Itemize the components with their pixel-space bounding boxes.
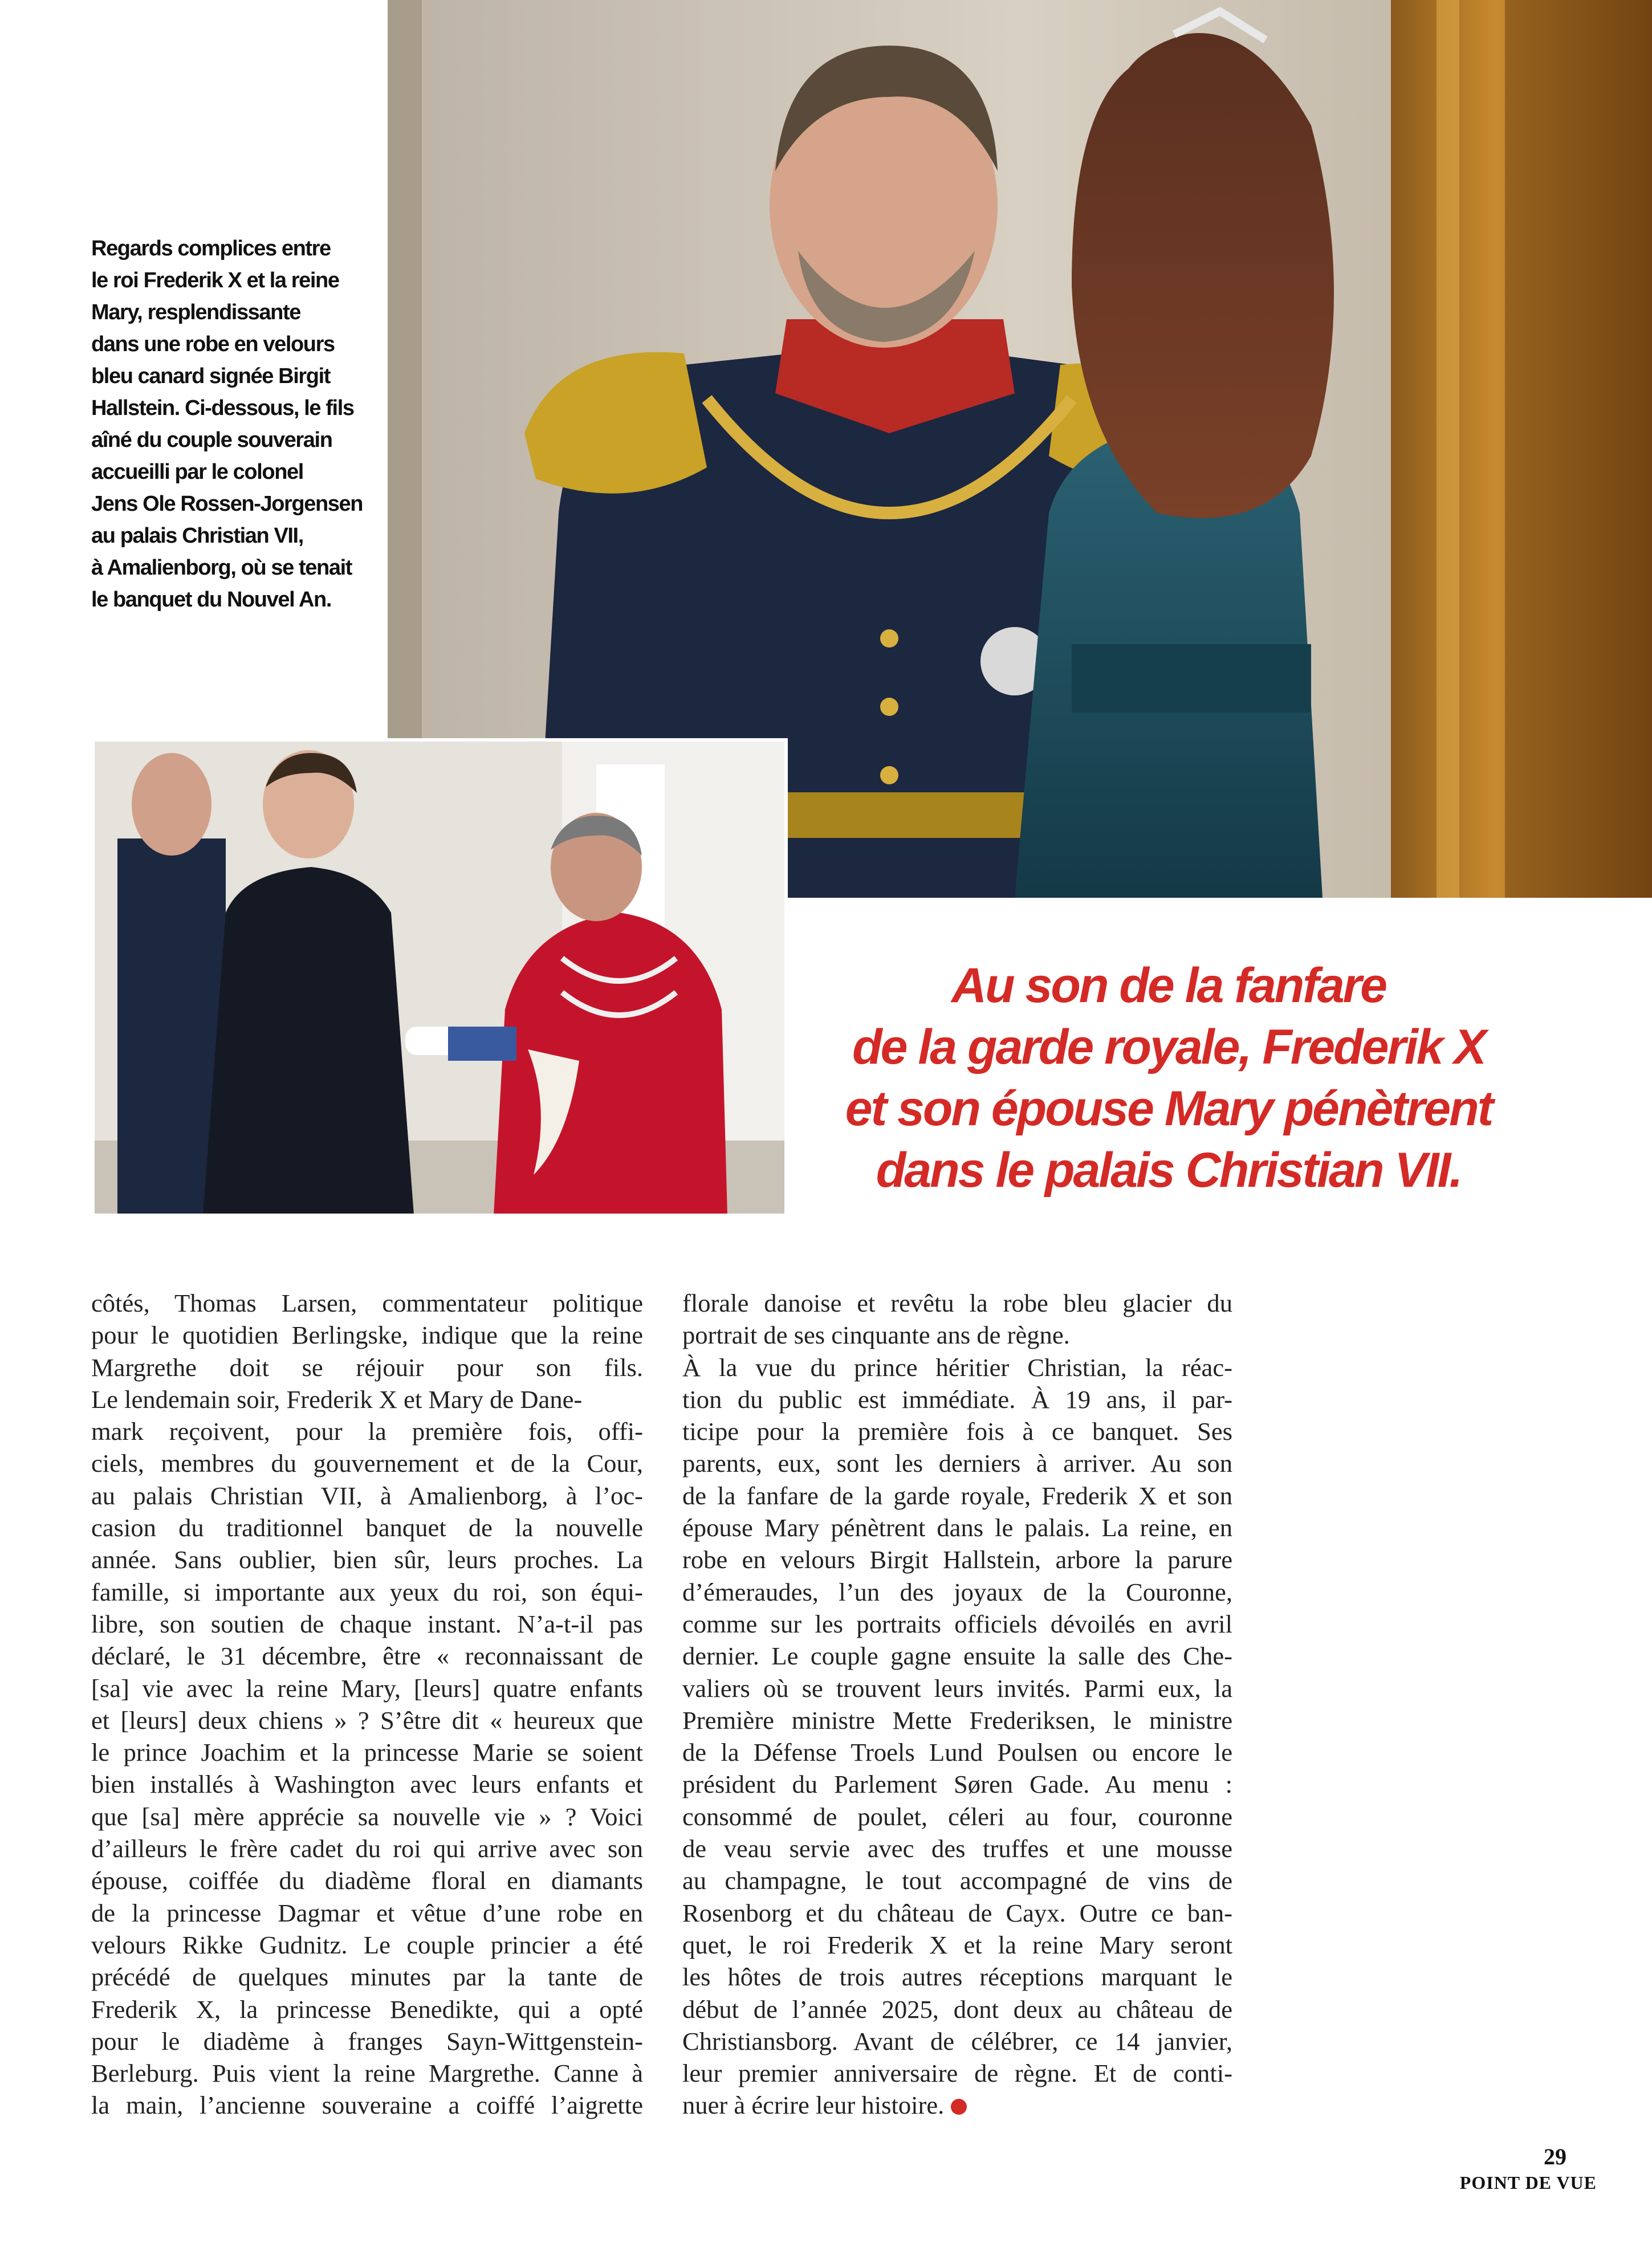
caption-line: dans une robe en velours <box>91 332 335 356</box>
article-line: bien installés à Washington avec leurs enfants et <box>91 1770 643 1799</box>
pull-quote-line: dans le palais Christian VII. <box>876 1143 1462 1198</box>
article-line: leur premier anniversaire de règne. Et de conti- <box>682 2059 1232 2088</box>
article-line: Rosenborg et du château de Cayx. Outre ce ban- <box>682 1898 1232 1927</box>
inset-photo-crown-prince <box>91 738 788 1217</box>
caption-line: le banquet du Nouvel An. <box>91 588 332 612</box>
caption-line: Jens Ole Rossen-Jorgensen <box>91 492 363 516</box>
article-line: au palais Christian VII, à Amalienborg, à l’oc- <box>91 1481 643 1510</box>
article-line: comme sur les portraits officiels dévoilés en avril <box>682 1609 1232 1638</box>
article-line: le prince Joachim et la princesse Marie se soient <box>91 1738 643 1767</box>
article-line: robe en velours Birgit Hallstein, arbore la parure <box>682 1545 1232 1574</box>
article-line: la main, l’ancienne souveraine a coiffé l’aigrette <box>91 2091 643 2120</box>
article-line: de veau servie avec des truffes et une mousse <box>682 1834 1232 1863</box>
caption-line: au palais Christian VII, <box>91 524 303 548</box>
article-line: nuer à écrire leur histoire. <box>682 2091 945 2120</box>
article-line: valiers où se trouvent leurs invités. Parmi eux, la <box>682 1674 1232 1703</box>
article-line: casion du traditionnel banquet de la nouvelle <box>91 1513 643 1542</box>
caption-line: accueilli par le colonel <box>91 460 303 484</box>
article-line: de la fanfare de la garde royale, Frederik X et son <box>682 1481 1232 1510</box>
article-line: précédé de quelques minutes par la tante de <box>91 1963 643 1992</box>
photo-caption <box>91 233 371 616</box>
caption-line: Hallstein. Ci-dessous, le fils <box>91 396 354 420</box>
article-line: ciels, membres du gouvernement et de la Cour, <box>91 1449 643 1478</box>
article-line: quet, le roi Frederik X et la reine Mary seront <box>682 1930 1232 1959</box>
article-line: [sa] vie avec la reine Mary, [leurs] quatre enfants <box>91 1674 643 1703</box>
article-line: libre, son soutien de chaque instant. N’a-t-il pas <box>91 1609 643 1638</box>
article-line: mark reçoivent, pour la première fois, offi- <box>91 1417 643 1446</box>
article-column-left <box>91 1287 643 2122</box>
article-line: Berleburg. Puis vient la reine Margrethe. Canne à <box>91 2059 643 2088</box>
caption-line: aîné du couple souverain <box>91 428 332 452</box>
article-line: côtés, Thomas Larsen, commentateur politique <box>91 1289 643 1317</box>
caption-line: bleu canard signée Birgit <box>91 364 330 388</box>
magazine-name: POINT DE VUE <box>1459 2172 1597 2193</box>
article-line: que [sa] mère apprécie sa nouvelle vie » ? Voici <box>91 1802 643 1831</box>
article-line: déclaré, le 31 décembre, être « reconnaissant de <box>91 1642 643 1671</box>
article-line: Première ministre Mette Frederiksen, le ministre <box>682 1705 1232 1735</box>
article-line: de la princesse Dagmar et vêtue d’une robe en <box>91 1898 643 1927</box>
article-line: au champagne, le tout accompagné de vins de <box>682 1866 1232 1895</box>
pull-quote-line: et son épouse Mary pénètrent <box>845 1081 1492 1136</box>
article-line: président du Parlement Søren Gade. Au menu : <box>682 1770 1232 1799</box>
article-line: épouse, coiffée du diadème floral en diamants <box>91 1866 643 1895</box>
article-line: d’émeraudes, l’un des joyaux de la Couronne, <box>682 1577 1232 1606</box>
page-number: 29 <box>1544 2144 1566 2169</box>
caption-line: Regards complices entre <box>91 237 331 260</box>
article-last-line <box>682 2089 1232 2121</box>
article-line: début de l’année 2025, dont deux au château de <box>682 1994 1232 2024</box>
article-line: Christiansborg. Avant de célébrer, ce 14 janvier, <box>682 2026 1232 2055</box>
article-line: ticipe pour la première fois à ce banquet. Ses <box>682 1417 1232 1446</box>
article-line: florale danoise et revêtu la robe bleu glacier du <box>682 1289 1232 1317</box>
article-line: et [leurs] deux chiens » ? S’être dit « heureux que <box>91 1705 643 1735</box>
pull-quote-line: Au son de la fanfare <box>951 958 1386 1013</box>
article-line: famille, si importante aux yeux du roi, son équi- <box>91 1577 643 1606</box>
end-mark-icon <box>951 2099 967 2115</box>
caption-line: à Amalienborg, où se tenait <box>91 556 352 580</box>
article-line: dernier. Le couple gagne ensuite la salle des Che- <box>682 1642 1232 1671</box>
article-line: Le lendemain soir, Frederik X et Mary de Dane- <box>91 1385 583 1414</box>
pull-quote <box>798 955 1539 1201</box>
article-line: Margrethe doit se réjouir pour son fils. <box>91 1353 643 1382</box>
article-line: À la vue du prince héritier Christian, la réac- <box>682 1353 1232 1382</box>
article-line: Frederik X, la princesse Benedikte, qui a opté <box>91 1994 643 2024</box>
article-line: d’ailleurs le frère cadet du roi qui arrive avec son <box>91 1834 643 1863</box>
article-column-right <box>682 1287 1232 2122</box>
article-line: tion du public est immédiate. À 19 ans, il par- <box>682 1385 1232 1414</box>
article-line: consommé de poulet, céleri au four, couronne <box>682 1802 1232 1831</box>
article-line: épouse Mary pénètrent dans le palais. La reine, en <box>682 1513 1232 1542</box>
article-line: les hôtes de trois autres réceptions marquant le <box>682 1963 1232 1992</box>
article-line: pour le quotidien Berlingske, indique que la reine <box>91 1321 643 1350</box>
caption-line: le roi Frederik X et la reine <box>91 268 339 292</box>
article-line: portrait de ses cinquante ans de règne. <box>682 1321 1070 1350</box>
article-line: de la Défense Troels Lund Poulsen ou encore le <box>682 1738 1232 1767</box>
article-line: pour le diadème à franges Sayn-Wittgenstein- <box>91 2026 643 2055</box>
article-line: parents, eux, sont les derniers à arriver. Au son <box>682 1449 1232 1478</box>
pull-quote-line: de la garde royale, Frederik X <box>852 1020 1485 1074</box>
inset-photo-illustration <box>95 742 784 1214</box>
caption-line: Mary, resplendissante <box>91 300 300 324</box>
article-line: année. Sans oublier, bien sûr, leurs proches. La <box>91 1545 643 1574</box>
article-line: velours Rikke Gudnitz. Le couple princier a été <box>91 1930 643 1959</box>
